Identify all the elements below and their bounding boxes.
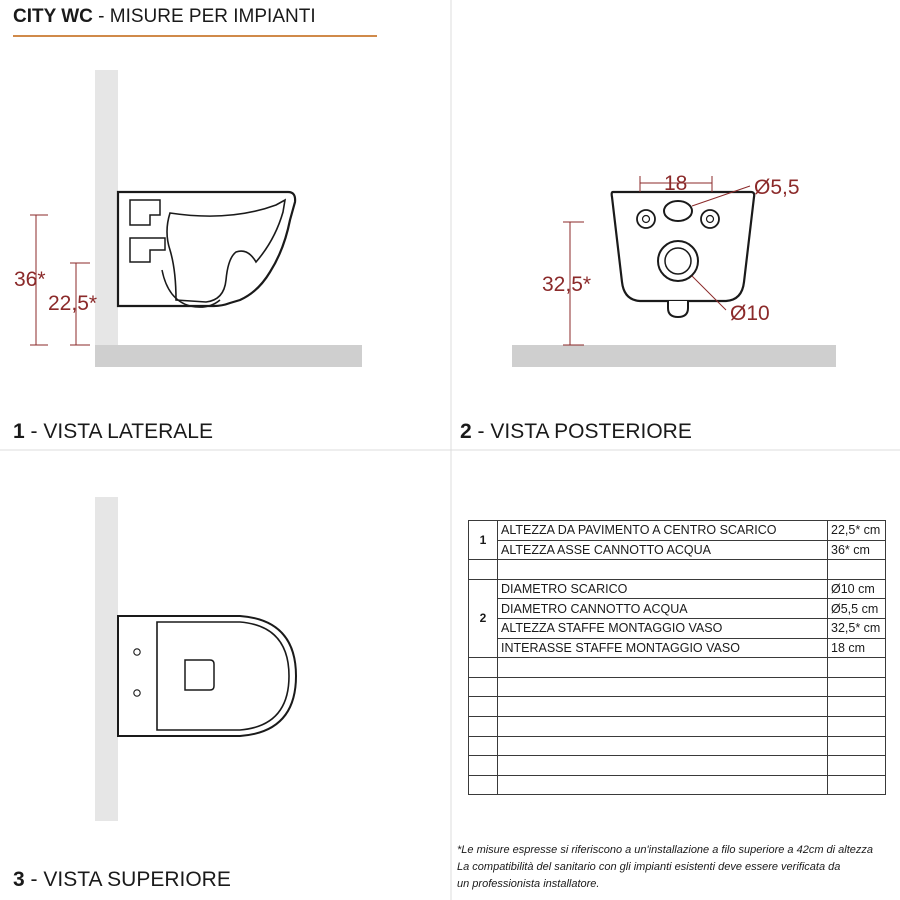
- footnote-line-1: *Le misure espresse si riferiscono a un'installazione a filo superiore a 42cm di altezza: [457, 844, 874, 856]
- rear-view-water-inlet: [664, 201, 692, 221]
- row-value: Ø5,5 cm: [828, 599, 886, 619]
- footnote: [457, 842, 897, 893]
- side-dim-36-label: 36*: [14, 268, 46, 291]
- section-label-top: [13, 868, 231, 892]
- rear-view-drain-outer: [658, 241, 698, 281]
- table-row: [469, 521, 886, 541]
- row-label: ALTEZZA DA PAVIMENTO A CENTRO SCARICO: [498, 521, 828, 541]
- rear-dim-18-label: 18: [664, 172, 688, 195]
- row-label: DIAMETRO CANNOTTO ACQUA: [498, 599, 828, 619]
- row-label: ALTEZZA ASSE CANNOTTO ACQUA: [498, 540, 828, 560]
- rear-view-floor: [512, 345, 836, 367]
- spec-table: [468, 520, 886, 795]
- section-text-side: - VISTA LATERALE: [24, 420, 213, 443]
- table-row-empty: [469, 697, 886, 717]
- table-row: [469, 618, 886, 638]
- section-label-side: [13, 420, 213, 444]
- rear-view-drain-stub: [668, 301, 688, 317]
- section-text-rear: - VISTA POSTERIORE: [471, 420, 692, 443]
- row-label: DIAMETRO SCARICO: [498, 579, 828, 599]
- table-row: [469, 579, 886, 599]
- section-number-rear: 2: [460, 420, 472, 443]
- side-view-floor: [95, 345, 362, 367]
- title-product: CITY WC: [13, 6, 93, 27]
- row-label: INTERASSE STAFFE MONTAGGIO VASO: [498, 638, 828, 658]
- section-label-rear: [460, 420, 692, 444]
- rear-dim-height-label: 32,5*: [542, 273, 592, 296]
- footnote-line-2: La compatibilità del sanitario con gli impianti esistenti deve essere verificata da: [457, 861, 841, 873]
- rear-dim-drain-label: Ø10: [730, 302, 770, 325]
- side-view-bowl: [118, 192, 295, 306]
- section-number-side: 1: [13, 420, 25, 443]
- rear-view: [512, 176, 836, 367]
- rear-view-bracket-right: [701, 210, 719, 228]
- group-id: 2: [469, 579, 498, 657]
- top-view-outline: [118, 616, 296, 736]
- row-value: Ø10 cm: [828, 579, 886, 599]
- top-view-wall: [95, 497, 118, 821]
- table-row: [469, 599, 886, 619]
- row-value: 32,5* cm: [828, 618, 886, 638]
- row-value: 18 cm: [828, 638, 886, 658]
- group-id: 1: [469, 521, 498, 560]
- rear-view-bracket-left: [637, 210, 655, 228]
- table-row: [469, 540, 886, 560]
- table-row-empty: [469, 756, 886, 776]
- title-subtitle: - MISURE PER IMPIANTI: [92, 6, 316, 27]
- top-view: [95, 497, 296, 821]
- table-row-empty: [469, 716, 886, 736]
- side-view: [30, 70, 362, 367]
- row-value: 36* cm: [828, 540, 886, 560]
- table-row-empty: [469, 560, 886, 580]
- table-row-empty: [469, 658, 886, 678]
- row-value: 22,5* cm: [828, 521, 886, 541]
- table-row: [469, 638, 886, 658]
- section-number-top: 3: [13, 868, 25, 891]
- side-view-wall: [95, 70, 118, 346]
- rear-dim-water-label: Ø5,5: [754, 176, 800, 199]
- row-label: ALTEZZA STAFFE MONTAGGIO VASO: [498, 618, 828, 638]
- table-row-empty: [469, 775, 886, 795]
- side-dim-22-label: 22,5*: [48, 292, 98, 315]
- section-text-top: - VISTA SUPERIORE: [24, 868, 231, 891]
- table-row-empty: [469, 677, 886, 697]
- table-row-empty: [469, 736, 886, 756]
- footnote-line-3: un professionista installatore.: [457, 878, 600, 890]
